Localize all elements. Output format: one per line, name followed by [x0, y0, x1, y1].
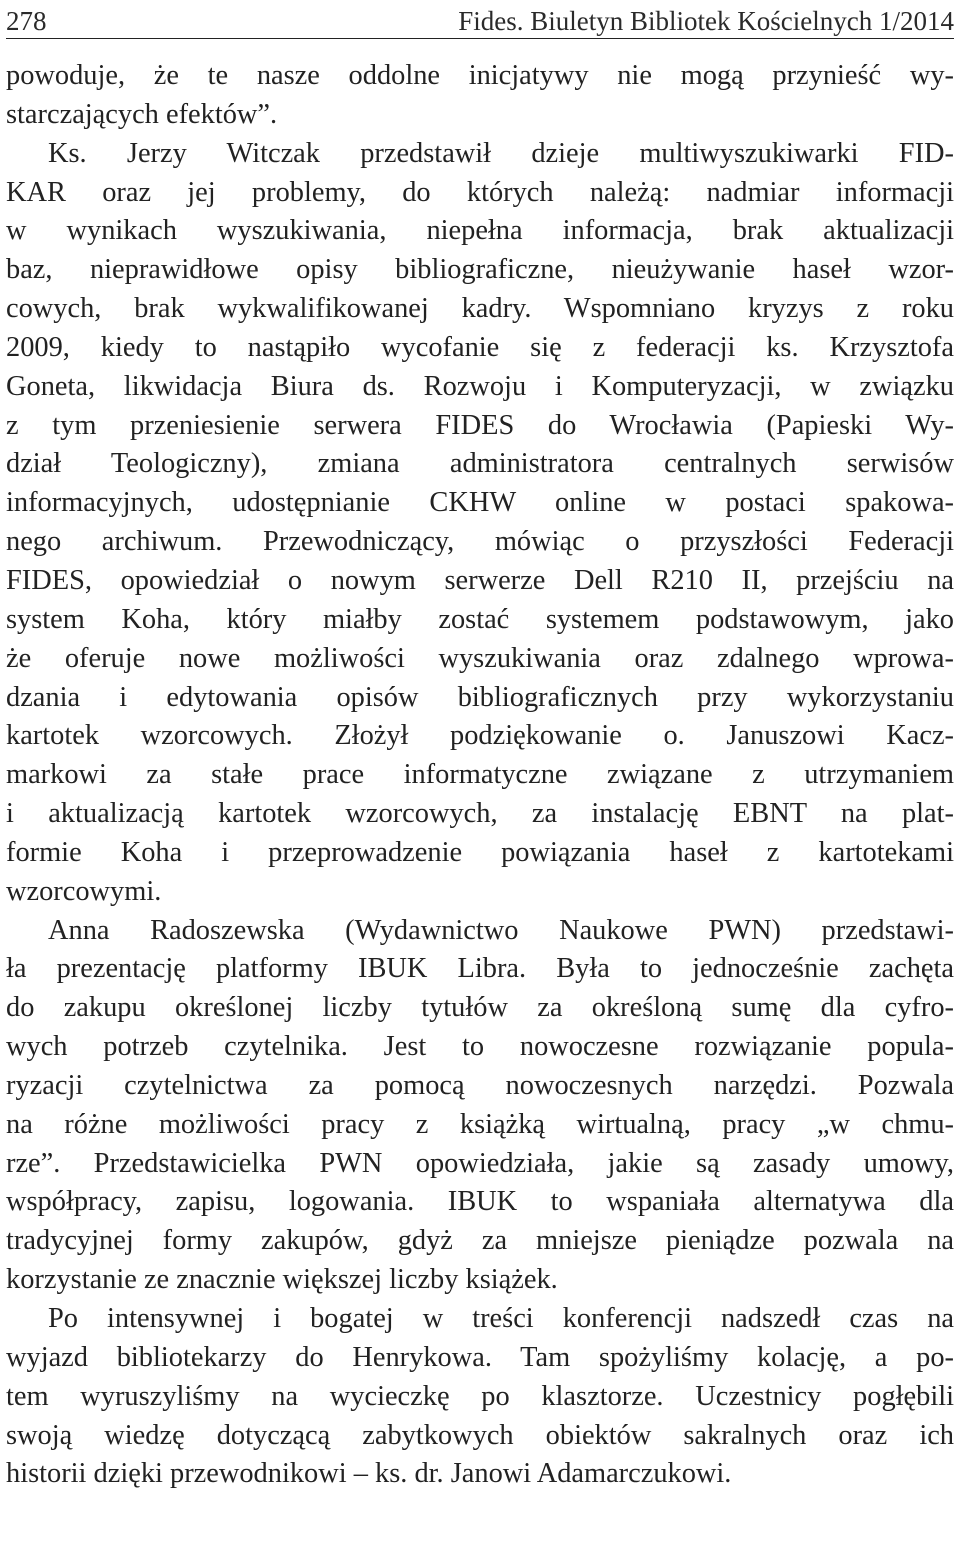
- text-line: dzania i edytowania opisów bibliograficznych przy wykorzystaniu: [6, 681, 954, 713]
- page-header: [6, 4, 954, 39]
- text-line: markowi za stałe prace informatyczne związane z utrzymaniem: [6, 759, 954, 791]
- text-line: 2009, kiedy to nastąpiło wycofanie się z federacji ks. Krzysztofa: [6, 331, 954, 363]
- text-line: Goneta, likwidacja Biura ds. Rozwoju i Komputeryzacji, w związku: [6, 370, 954, 402]
- text-line: że oferuje nowe możliwości wyszukiwania oraz zdalnego wprowa-: [6, 642, 954, 674]
- text-line: Po intensywnej i bogatej w treści konferencji nadszedł czas na: [48, 1303, 954, 1334]
- running-head: Fides. Biuletyn Bibliotek Kościelnych 1/2014: [458, 6, 954, 36]
- paragraph: [6, 135, 954, 912]
- paragraph: [6, 1300, 954, 1494]
- text-line: Anna Radoszewska (Wydawnictwo Naukowe PWN) przedstawi-: [48, 914, 954, 946]
- text-line: wyjazd bibliotekarzy do Henrykowa. Tam spożyliśmy kolację, a po-: [6, 1341, 954, 1373]
- text-line: powoduje, że te nasze oddolne inicjatywy nie mogą przynieść wy-: [6, 60, 954, 91]
- text-line: tem wyruszyliśmy na wycieczkę po klasztorze. Uczestnicy pogłębili: [6, 1380, 954, 1412]
- text-line: Ks. Jerzy Witczak przedstawił dzieje multiwyszukiwarki FID-: [48, 137, 954, 169]
- text-line: system Koha, który miałby zostać systemem podstawowym, jako: [6, 603, 954, 635]
- text-line: korzystanie ze znacznie większej liczby książek.: [6, 1264, 558, 1296]
- text-line: do zakupu określonej liczby tytułów za określoną sumę dla cyfro-: [6, 992, 954, 1024]
- text-line: formie Koha i przeprowadzenie powiązania haseł z kartotekami: [6, 836, 954, 868]
- text-line: z tym przeniesienie serwera FIDES do Wrocławia (Papieski Wy-: [6, 409, 954, 441]
- text-line: baz, nieprawidłowe opisy bibliograficzne, nieużywanie haseł wzor-: [6, 254, 954, 286]
- text-line: rze”. Przedstawicielka PWN opowiedziała, jakie są zasady umowy,: [6, 1147, 954, 1179]
- text-line: wzorcowymi.: [6, 875, 162, 907]
- text-line: historii dzięki przewodnikowi – ks. dr. Janowi Adamarczukowi.: [6, 1458, 732, 1490]
- text-line: tradycyjnej formy zakupów, gdyż za mniejsze pieniądze pozwala na: [6, 1225, 954, 1257]
- text-line: KAR oraz jej problemy, do których należą: nadmiar informacji: [6, 176, 954, 208]
- text-line: współpracy, zapisu, logowania. IBUK to wspaniała alternatywa dla: [6, 1186, 954, 1218]
- text-line: cowych, brak wykwalifikowanej kadry. Wspomniano kryzys z roku: [6, 293, 954, 325]
- article-body: [6, 57, 954, 1494]
- text-line: i aktualizacją kartotek wzorcowych, za instalację EBNT na plat-: [6, 798, 954, 830]
- text-line: nego archiwum. Przewodniczący, mówiąc o przyszłości Federacji: [6, 526, 954, 558]
- text-line: FIDES, opowiedział o nowym serwerze Dell R210 II, przejściu na: [6, 564, 954, 596]
- text-line: informacyjnych, udostępnianie CKHW online w postaci spakowa-: [6, 487, 954, 519]
- text-line: kartotek wzorcowych. Złożył podziękowanie o. Januszowi Kacz-: [6, 720, 954, 752]
- text-line: wych potrzeb czytelnika. Jest to nowoczesne rozwiązanie popula-: [6, 1031, 954, 1063]
- text-line: ła prezentację platformy IBUK Libra. Była to jednocześnie zachęta: [6, 953, 954, 985]
- text-line: starczających efektów”.: [6, 98, 278, 130]
- text-line: ryzacji czytelnictwa za pomocą nowoczesnych narzędzi. Pozwala: [6, 1069, 954, 1101]
- text-line: dział Teologiczny), zmiana administratora centralnych serwisów: [6, 448, 954, 480]
- paragraph: [6, 912, 954, 1300]
- document-page: [6, 0, 954, 1547]
- text-line: swoją wiedzę dotyczącą zabytkowych obiektów sakralnych oraz ich: [6, 1419, 954, 1451]
- text-line: w wynikach wyszukiwania, niepełna informacja, brak aktualizacji: [6, 215, 954, 247]
- text-line: na różne możliwości pracy z książką wirtualną, pracy „w chmu-: [6, 1108, 954, 1140]
- paragraph: [6, 57, 954, 135]
- page-number: 278: [6, 6, 47, 36]
